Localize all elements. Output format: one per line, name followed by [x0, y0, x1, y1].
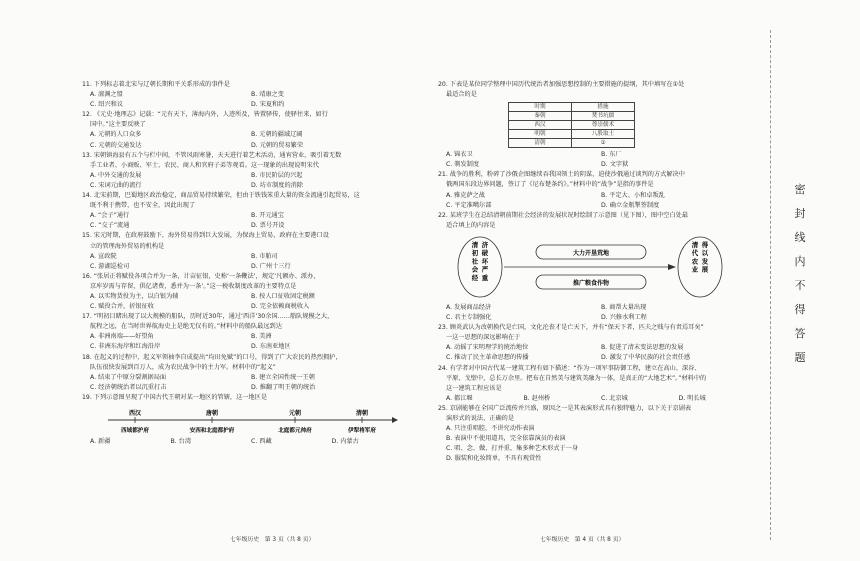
answer-option: D. 元朝的贸易繁荣 [251, 141, 304, 149]
answer-options-row [82, 181, 412, 191]
answer-option: B. 市舶司 [251, 252, 278, 260]
seal-char: 答 [794, 327, 806, 340]
question-text-line: 立的管理海外贸易的机构是 [90, 242, 165, 250]
answer-option: B. 建立全国性统一王朝 [251, 373, 315, 381]
q20-table-cell: 措施 [572, 103, 635, 112]
answer-option: C. 北京城 [601, 394, 628, 402]
diagram-right-ellipse [678, 237, 722, 297]
seal-char: 不 [794, 279, 806, 292]
answer-options-row [82, 302, 412, 312]
diagram-left-label: 经 [471, 273, 479, 282]
answer-option: C. 游湖巡检司 [90, 262, 130, 270]
q20-table-cell: 焚书坑儒 [572, 112, 635, 121]
question-text-line: 最适合的是 [446, 91, 477, 99]
right-page-footer: 七年级历史 第 4 页（共 8 页） [540, 537, 625, 543]
answer-options-row [438, 191, 756, 201]
answer-option: C. 经济朝统治者以沉重打击 [90, 383, 167, 391]
question-text-line: 15. 宋元时期，在政府鼓励下，海外贸易得到巨大发展，为保海上贸易，政府在主要港口设 [82, 232, 329, 240]
q20-table-row [509, 139, 635, 148]
q22-diagram-graphic [438, 235, 756, 299]
question-text-line: 11. 下列标志着北宋与辽朝长期和平关系形成的事件是 [82, 81, 230, 88]
answer-option: A. 以实物货役为主，以白银为辅 [90, 292, 179, 300]
timeline-office-label: 西域都护府 [121, 428, 149, 434]
question-text-line: 12. 《元史·地理志》记载：“元有天下，薄海内外，人迹所及，皆置驿传，使驿往来，如行 [82, 111, 328, 119]
diagram-right-label: 发 [701, 257, 709, 266]
timeline-era-label: 唐朝 [205, 410, 219, 417]
diagram-right-label: 农 [691, 257, 699, 266]
answer-option: A. 元朝的人口众多 [90, 131, 142, 139]
seal-line-warning [790, 178, 810, 370]
answer-option: B. 美洲 [251, 333, 272, 341]
answer-option: C. 君主专制强化 [446, 314, 492, 322]
q20-table-cell: 清朝 [509, 139, 572, 148]
diagram-right-label: 得 [701, 240, 709, 249]
answer-options-row [438, 313, 756, 323]
diagram-left-label: 济 [481, 240, 489, 249]
answer-option: C. “交子”流通 [90, 222, 130, 230]
question-text-line: 22. 某班学生在总结清朝前期社会经济的发展状况时绘制了示意图（见下图），图中空白处最 [438, 211, 689, 219]
answer-options-row [438, 394, 756, 404]
answer-option: C. 非洲东海岸和红海沿岸 [90, 343, 161, 351]
answer-option: B. 按人口征收固定税额 [251, 292, 315, 300]
seal-char: 得 [794, 303, 806, 316]
diagram-right-label: 以 [701, 249, 709, 258]
diagram-left-label: 破 [481, 249, 489, 258]
q20-table [508, 102, 635, 148]
answer-options-row [82, 221, 412, 231]
answer-option: C. 绍兴和议 [90, 101, 124, 109]
question-text-line: 既不利于携带，也不安全，因此出现了 [90, 202, 196, 210]
answer-options-row [82, 437, 412, 447]
answer-option: A. 发展商品经济 [446, 303, 492, 311]
q20-table-cell: ① [572, 139, 635, 148]
question-text-line: B. 表演中不使用道具，完全依靠演员的表演 [446, 435, 566, 443]
answer-options-row [438, 303, 756, 313]
question-text-line: 一这一思想的深远影响在于 [446, 334, 521, 342]
seal-char: 线 [794, 231, 806, 244]
question-text-line: 航程之远，在当时世界航海史上是绝无仅有的。”材料中的船队最远到达 [90, 323, 282, 331]
diagram-right-label: 展 [701, 265, 709, 274]
answer-option: B. 市民阶层的兴起 [251, 171, 303, 179]
q20-table-cell: 明朝 [509, 130, 572, 139]
diagram-right-label: 代 [691, 249, 699, 258]
answer-option: A. 雅克萨之战 [446, 191, 485, 199]
question-text-line: 24. 有学者对中国古代某一建筑工程有如下描述：“作为一项军事防御工程，建立在高山、深谷、 [438, 364, 701, 372]
question-text-line: 23. 顾炎武认为改朝换代是亡国，文化沦丧才是亡天下，并有“保天下者，匹夫之贱与有责焉耳矣” [438, 324, 704, 332]
diagram-left-label: 严 [481, 265, 489, 274]
answer-option: D. 广州十三行 [251, 262, 291, 270]
question-text-line: 俄两国东段边界问题，签订了《尼布楚条约》。”材料中的“战争”是指的事件是 [446, 181, 654, 189]
question-text-line: 队伍很快发展到百万人，成为农民战争中的主力军。材料中的“起义” [90, 363, 276, 371]
timeline-era-label: 西汉 [128, 410, 142, 417]
seal-dashed-line [770, 30, 771, 540]
question-text-line: 国中。”这主要反映了 [90, 121, 146, 129]
question-text-line: A. 只注重唱腔，不讲究动作表演 [446, 425, 535, 433]
diagram-left-ellipse [458, 237, 502, 297]
answer-option: A. “会子”通行 [90, 212, 130, 220]
question-text-line: 14. 北宋前期，巴蜀地区政治稳定，商品贸易持续繁荣，但由于铁钱笨重大量的资金流通引起贸易，这 [82, 192, 360, 200]
answer-option: D. 票号开设 [251, 222, 285, 230]
q19-timeline-graphic [100, 405, 400, 435]
question-text-line: 13. 宋朝镇海县有五个与栏中间，不管风雨寒暑，天天进行着艺术活动，通宵营业，吸引着无数 [82, 151, 342, 159]
answer-options-row [82, 141, 412, 151]
answer-option: A. 非洲南端——好望角 [90, 333, 154, 341]
question-text-line: 16. “张居正将赋役各项合并为一条，计亩征银，史称‘一条鞭法’，规定‘凡额办、派办、 [82, 272, 320, 280]
answer-option: B. 平定大、小和卓叛乱 [601, 191, 665, 199]
answer-option: B. 元朝的疆域辽阔 [251, 131, 303, 139]
answer-options-row [438, 353, 756, 363]
answer-options-row [82, 383, 412, 393]
answer-options-row [82, 342, 412, 352]
question-text-line: 这一建筑工程应该是 [446, 384, 502, 392]
timeline-era-label: 元朝 [288, 410, 302, 417]
answer-option: D. 确立金瓶掣签制度 [601, 201, 660, 209]
answer-option: C. 剃发制度 [446, 161, 480, 169]
answer-option: A. 中外交通的发展 [90, 171, 142, 179]
diagram-right-label: 清 [691, 240, 699, 249]
answer-option: B. 赵州桥 [523, 394, 551, 402]
seal-char: 内 [794, 255, 806, 268]
answer-option: C. 西藏 [251, 438, 272, 445]
answer-options-row [82, 332, 412, 342]
right-page-questions [438, 80, 756, 464]
answer-option: D. 东南亚地区 [251, 343, 291, 351]
seal-char: 封 [794, 207, 806, 220]
answer-options-row [82, 130, 412, 140]
answer-options-row [438, 160, 756, 170]
answer-option: C. 平定准噶尔部 [446, 201, 492, 209]
q20-table-row [509, 103, 635, 112]
question-text-line: 演形式的说法，正确的是 [446, 414, 515, 422]
q20-table-cell: 时期 [509, 103, 572, 112]
q20-table-cell: 秦朝 [509, 112, 572, 121]
timeline-era-label: 清朝 [355, 410, 369, 417]
seal-char: 题 [794, 351, 806, 364]
answer-option: B. 靖康之变 [251, 91, 284, 99]
q20-table-row [509, 121, 635, 130]
answer-option: D. 明长城 [678, 394, 706, 402]
question-text-line: 适合填上的内容是 [446, 221, 496, 229]
question-text-line: 21. 战争的胜利，粉碎了沙俄企图继续吞我国领土的阴谋，迫使沙俄通过谈判的方式解决中 [438, 171, 685, 179]
diagram-arrow-icon [668, 264, 676, 270]
answer-option: B. 商帮大量出现 [601, 303, 647, 311]
question-text-line: 19. 下列示意图呈现了中国古代王朝对某一地区的管辖，这一地区是 [82, 393, 268, 401]
diagram-left-label: 重 [481, 273, 489, 282]
question-text-line: 20. 下表是某位同学整理中国历代统治者加强思想控制的主要措施的提纲，其中填写在①处 [438, 81, 685, 88]
answer-option: A. 宣政院 [90, 252, 117, 260]
seal-char: 密 [794, 183, 806, 196]
answer-option: B. 东厂 [601, 151, 622, 159]
answer-option: B. 开元通宝 [251, 212, 284, 220]
timeline-arrow-icon [392, 417, 398, 423]
diagram-right-label: 业 [691, 265, 699, 274]
q20-table-row [509, 130, 635, 139]
answer-option: D. 内蒙古 [331, 438, 359, 445]
diagram-left-label: 坏 [481, 257, 489, 266]
question-text-line: 18. 在起义的过程中，起义军领袖李自成提出“均田免赋”的口号，得到了广大农民的热烈拥护， [82, 353, 342, 361]
answer-option: C. 宋词元曲的流行 [90, 181, 142, 189]
timeline-office-label: 北庭都元帅府 [278, 428, 312, 434]
answer-option: A. 动摇了宋明理学的统治地位 [446, 344, 529, 352]
answer-options-row [82, 292, 412, 302]
question-text-line: D. 服装和化妆简单，不具有观赏性 [446, 455, 542, 463]
answer-option: D. 宋夏和约 [251, 101, 285, 109]
question-text-line: 手工业者、小商贩、军士、农民、商人和官府子弟等观看。这一现象的出现说明宋代 [90, 161, 319, 169]
q19-timeline [100, 405, 400, 435]
answer-option: D. 推翻了明王朝的统治 [251, 383, 316, 391]
q22-diagram [438, 235, 756, 299]
left-page-footer: 七年级历史 第 3 页（共 8 页） [230, 537, 315, 543]
question-text-line: C. 唱、念、做、打并重，集多种艺术形式于一身 [446, 445, 579, 453]
answer-option: D. 坊市制度的消除 [251, 181, 304, 189]
question-text-line: 25. 京剧能够在全国广泛流传并兴盛，原因之一是其表演形式具有独特魅力，以下关于京剧表 [438, 404, 692, 412]
diagram-bottom-label: 推广粮食作物 [572, 279, 610, 287]
answer-option: A. 锦衣卫 [446, 151, 473, 159]
answer-option: B. 台湾 [170, 438, 192, 445]
left-page-questions [82, 80, 412, 447]
diagram-left-label: 清 [471, 240, 479, 249]
answer-options-row [82, 211, 412, 221]
question-text-line: 京库岁需与存留，供亿诸费，悉并为一条’。”这一税收制度改革的主要特点是 [90, 282, 297, 290]
timeline-office-label: 伊犁将军府 [348, 428, 376, 434]
answer-option: D. 完全依赖商税收入 [251, 303, 310, 311]
answer-option: A. 新疆 [90, 438, 111, 445]
answer-option: C. 推动了民主革命思想的传播 [446, 354, 529, 362]
answer-option: B. 促进了清末变法思想的发展 [601, 344, 684, 352]
answer-option: D. 文字狱 [601, 161, 629, 169]
answer-option: C. 元朝的交通发达 [90, 141, 142, 149]
answer-option: A. 结束了中原分裂割据局面 [90, 373, 167, 381]
diagram-left-label: 初 [471, 249, 479, 258]
q20-table-row [509, 112, 635, 121]
answer-option: A. 澶渊之盟 [90, 91, 123, 99]
answer-options-row [82, 171, 412, 181]
timeline-office-label: 安西和北庭都护府 [189, 428, 235, 434]
diagram-left-label: 会 [471, 265, 479, 274]
question-text-line: 17. “明初目睹出现了以大规模的船队，历时近30年，通过‘西洋’30余国……船队规模之大， [82, 313, 334, 321]
answer-options-row [438, 150, 756, 160]
answer-options-row [82, 262, 412, 272]
answer-option: D. 兴修水利工程 [601, 314, 647, 322]
answer-option: C. 赋役合并，折银征收 [90, 303, 154, 311]
answer-options-row [438, 201, 756, 211]
answer-options-row [82, 252, 412, 262]
question-text-line: 平原、戈壁中，总长万余里。把布在自然美与建筑美融为一体，是真正的“大地艺术”。”材料中的 [446, 374, 707, 382]
answer-option: D. 激发了中华民族的社会责任感 [601, 354, 691, 362]
q20-table-cell: 尊崇儒术 [572, 121, 635, 130]
diagram-left-label: 社 [471, 257, 479, 266]
answer-options-row [82, 90, 412, 100]
diagram-top-label: 大力开垦荒地 [572, 249, 610, 257]
q20-table-cell: 西汉 [509, 121, 572, 130]
q20-table-cell: 八股取士 [572, 130, 635, 139]
answer-options-row [82, 100, 412, 110]
answer-options-row [438, 343, 756, 353]
answer-option: A. 都江堰 [446, 394, 473, 402]
answer-options-row [82, 373, 412, 383]
